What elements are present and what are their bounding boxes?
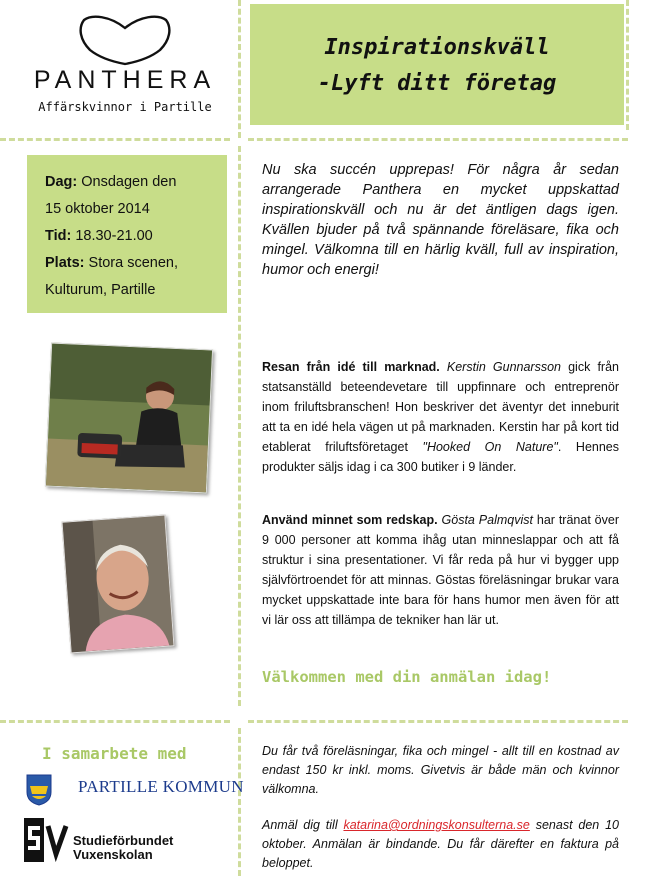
- talk-1-text-end: . Hennes produkter säljs idag i ca 300 butiker i 9 länder.: [262, 440, 620, 474]
- welcome-heading: Välkommen med din anmälan idag!: [262, 668, 552, 686]
- talk-2-heading: Använd minnet som redskap.: [262, 513, 438, 527]
- title-line-1: Inspirationskväll: [324, 35, 550, 60]
- photo-illustration: [46, 344, 212, 493]
- talk-2-text: har tränat över 9 000 personer att komma ihåg utan minneslappar och att få struktur i sina presentationer. Vi får reda på hur vi bygger upp självförtroendet för att minnas. Göstas föreläsningar brukar vara mycket uppskattade inte bara för hans humor men även för att vi lär oss att tillämpa de tekniker han lär ut.: [262, 513, 619, 627]
- time-label: Tid:: [45, 228, 72, 244]
- partners-label: I samarbete med: [42, 744, 187, 763]
- speaker-photo-gosta: [62, 515, 175, 654]
- day-label: Dag:: [45, 174, 78, 190]
- speaker-photo-kerstin: [45, 343, 213, 494]
- talk-1: [262, 357, 619, 477]
- date-value: 15 oktober 2014: [45, 201, 150, 217]
- divider-vertical: [238, 146, 241, 706]
- photo-illustration: [63, 516, 174, 653]
- day-value: Onsdagen den: [77, 174, 177, 190]
- talk-1-speaker: Kerstin Gunnarsson: [446, 360, 561, 374]
- partille-kommun-name: PARTILLE KOMMUN: [78, 777, 244, 796]
- page-title: [250, 4, 624, 102]
- logo-name: PANTHERA: [33, 66, 217, 94]
- panthera-heart-logo-icon: [76, 14, 174, 66]
- intro-text: Nu ska succén upprepas! För några år sedan arrangerade Panthera en mycket uppskattad inspirationskväll och nu är det äntligen dags igen. Kvällen bjuder på två spännande föreläsare, fika och mingel. Välkomna till en härlig kväll, full av inspiration, humor och energi!: [262, 162, 619, 278]
- talk-2: [262, 510, 619, 630]
- studieforbundet-line-1: Studieförbundet: [73, 833, 174, 848]
- divider-horizontal: [248, 138, 628, 141]
- divider-horizontal: [248, 720, 628, 723]
- studieforbundet-logo-icon: [22, 816, 72, 864]
- partille-kommun-crest-icon: [26, 774, 52, 806]
- offer-text: Du får två föreläsningar, fika och mingel - allt till en kostnad av endast 150 kr inkl. moms. Givetvis är både män och kvinnor välkomna.: [262, 744, 619, 796]
- divider-vertical: [238, 0, 241, 138]
- email-link[interactable]: katarina@ordningskonsulterna.se: [343, 818, 530, 832]
- divider-horizontal: [0, 138, 230, 141]
- event-info-box: [27, 155, 227, 313]
- title-line-2: -Lyft ditt företag: [317, 71, 557, 96]
- divider-vertical: [238, 728, 241, 876]
- place-value: Stora scenen,: [84, 255, 178, 271]
- time-value: 18.30-21.00: [71, 228, 153, 244]
- signup-pre: Anmäl dig till: [262, 818, 344, 832]
- talk-2-speaker: Gösta Palmqvist: [441, 513, 533, 527]
- studieforbundet-line-2: Vuxenskolan: [73, 847, 153, 862]
- signup-text: [262, 816, 619, 873]
- divider-horizontal: [0, 720, 230, 723]
- title-box: [250, 4, 624, 125]
- signup-post: senast den 10 oktober. Anmälan är bindande. Du får därefter en faktura på beloppet.: [262, 818, 619, 870]
- divider-vertical: [626, 0, 629, 130]
- place-value-2: Kulturum, Partille: [45, 282, 156, 298]
- talk-1-text: gick från statsanställd beteendevetare till uppfinnare och entreprenör inom friluftsbranschen! Hon beskriver det äventyr det inneburit att ta en idé hela vägen ut på marknaden. Kerstin har på kort tid etablerat friluftsföretaget: [262, 360, 619, 454]
- logo-subtitle: Affärskvinnor i Partille: [38, 100, 212, 114]
- studieforbundet-name: [73, 834, 173, 862]
- talk-1-company: "Hooked On Nature": [422, 440, 558, 454]
- place-label: Plats:: [45, 255, 85, 271]
- talk-1-heading: Resan från idé till marknad.: [262, 360, 440, 374]
